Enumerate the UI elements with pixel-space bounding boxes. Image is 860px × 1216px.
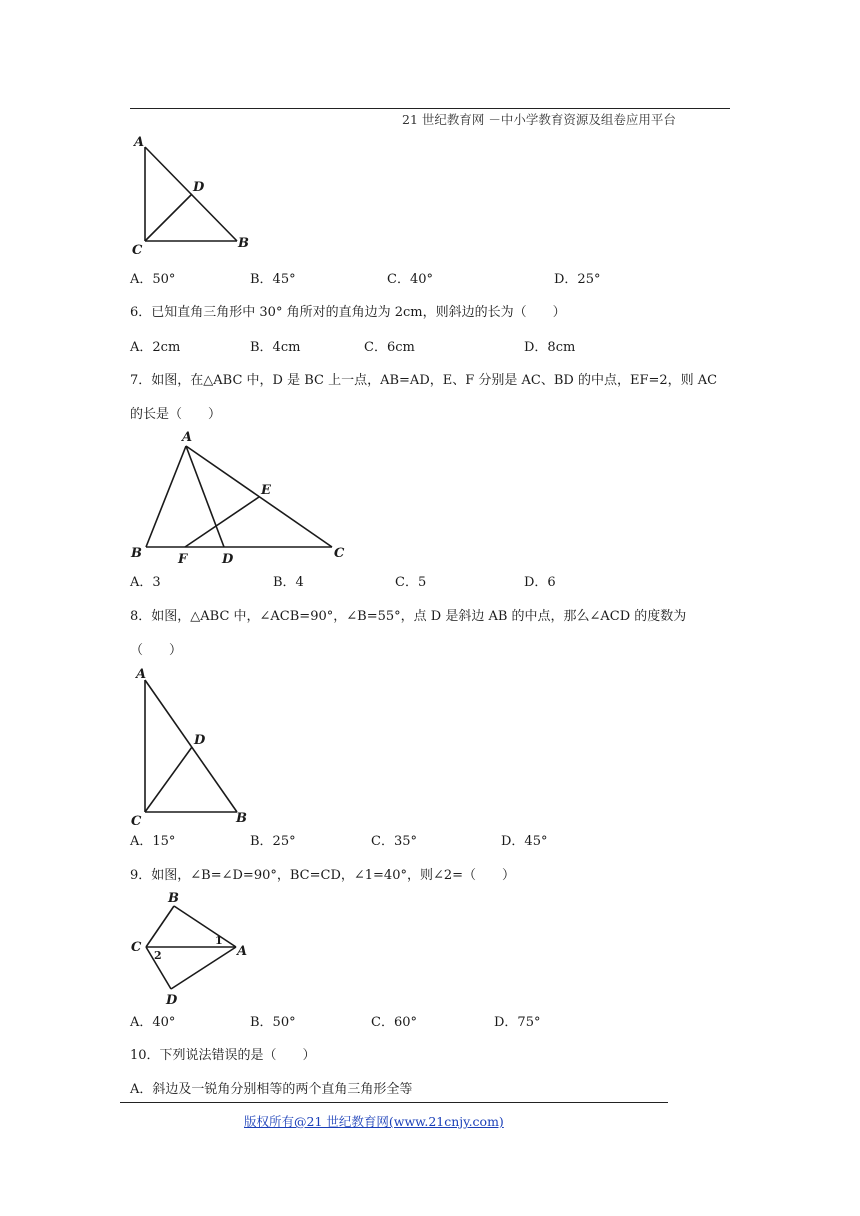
q9-angle-1-label: 1: [215, 934, 223, 947]
q7-label-d: D: [222, 552, 234, 567]
q9-option-b: B．50°: [250, 1015, 296, 1030]
q5-label-a: A: [134, 135, 145, 150]
q9-label-c: C: [131, 940, 142, 955]
q7-option-b: B．4: [273, 575, 304, 590]
q9-figure: [126, 887, 261, 1009]
q9-label-b: B: [168, 891, 179, 906]
q6-option-c: C．6cm: [364, 340, 415, 355]
q7-label-b: B: [131, 546, 142, 561]
q7-stem-line2: 的长是（ ）: [130, 407, 222, 422]
footer-copyright-link[interactable]: 版权所有@21 世纪教育网(www.21cnjy.com): [244, 1114, 504, 1129]
q5-option-c: C．40°: [387, 272, 433, 287]
q7-stem-line1: 7．如图，在△ABC 中，D 是 BC 上一点，AB=AD，E、F 分别是 AC、BD 的中点，EF=2，则 AC: [130, 373, 718, 388]
q8-label-d: D: [194, 733, 206, 748]
q5-option-a: A．50°: [130, 272, 176, 287]
q9-option-c: C．60°: [371, 1015, 417, 1030]
q6-option-d: D．8cm: [524, 340, 576, 355]
q7-label-e: E: [261, 483, 271, 498]
q7-figure: [126, 425, 356, 570]
q7-option-c: C．5: [395, 575, 427, 590]
header-rule: [130, 108, 730, 109]
q9-label-d: D: [166, 993, 178, 1008]
q5-label-b: B: [238, 236, 249, 251]
q8-stem-line1: 8．如图，△ABC 中，∠ACB=90°，∠B=55°，点 D 是斜边 AB 的中点，那么∠ACD 的度数为: [130, 609, 687, 624]
page-header: 21 世纪教育网 －中小学教育资源及组卷应用平台: [402, 112, 676, 127]
q8-option-a: A．15°: [130, 834, 176, 849]
q9-angle-2-label: 2: [154, 949, 162, 962]
q7-label-f: F: [178, 552, 188, 567]
q5-label-c: C: [132, 243, 143, 258]
q9-label-a: A: [237, 944, 248, 959]
q7-label-c: C: [334, 546, 345, 561]
q9-option-a: A．40°: [130, 1015, 176, 1030]
q5-figure: [126, 130, 266, 260]
q6-stem: 6．已知直角三角形中 30° 角所对的直角边为 2cm，则斜边的长为（ ）: [130, 305, 566, 320]
q8-option-c: C．35°: [371, 834, 417, 849]
q6-option-b: B．4cm: [250, 340, 301, 355]
q8-stem-line2: （ ）: [130, 643, 183, 658]
q5-option-d: D．25°: [554, 272, 601, 287]
q8-figure: [126, 662, 266, 832]
q7-option-d: D．6: [524, 575, 556, 590]
q10-stem: 10．下列说法错误的是（ ）: [130, 1048, 316, 1063]
q7-label-a: A: [182, 430, 193, 445]
footer-rule: [120, 1102, 668, 1103]
q8-label-c: C: [131, 814, 142, 829]
q5-label-d: D: [193, 180, 205, 195]
q10-option-a: A．斜边及一锐角分别相等的两个直角三角形全等: [130, 1082, 413, 1097]
q6-option-a: A．2cm: [130, 340, 181, 355]
q8-label-b: B: [236, 811, 247, 826]
q7-option-a: A．3: [130, 575, 161, 590]
q9-option-d: D．75°: [494, 1015, 541, 1030]
q8-option-b: B．25°: [250, 834, 296, 849]
q8-label-a: A: [136, 667, 147, 682]
q9-stem: 9．如图，∠B=∠D=90°，BC=CD，∠1=40°，则∠2=（ ）: [130, 868, 516, 883]
q5-option-b: B．45°: [250, 272, 296, 287]
q8-option-d: D．45°: [501, 834, 548, 849]
